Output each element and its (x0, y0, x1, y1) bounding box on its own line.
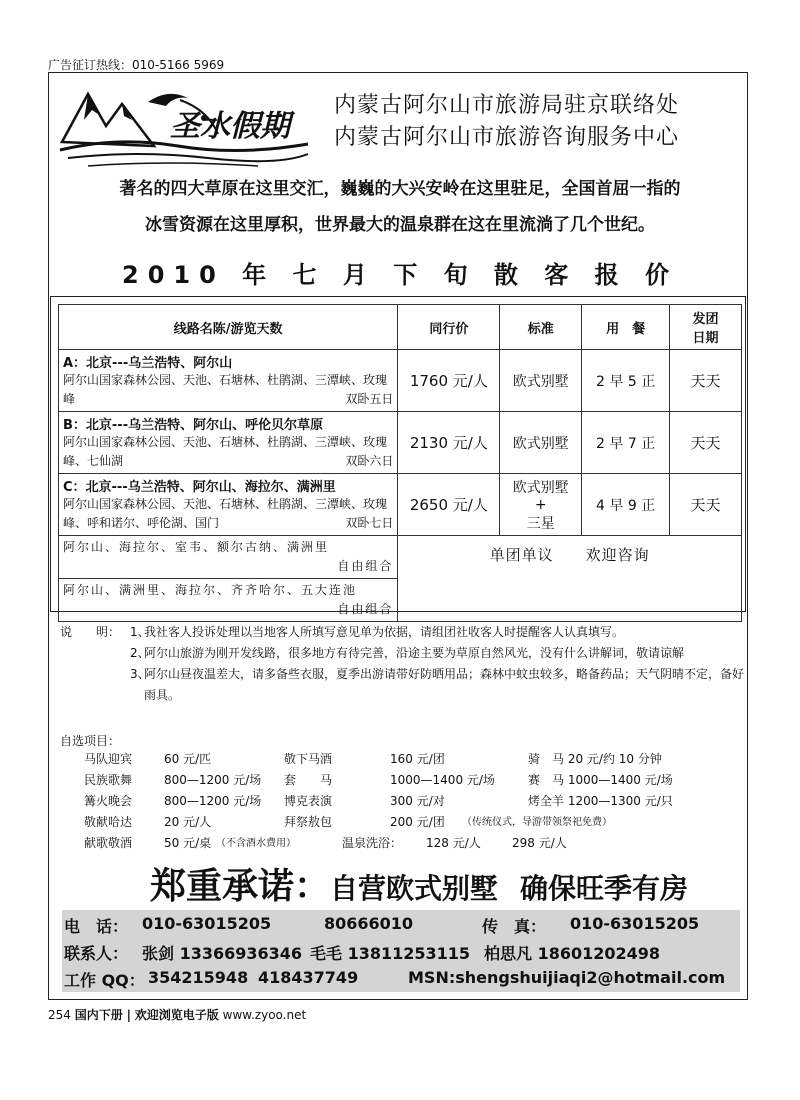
header-price: 同行价 (398, 305, 500, 350)
header-route: 线路名陈/游览天数 (59, 305, 398, 350)
notes-label: 说 明： (60, 625, 121, 639)
list-item: 民族歌舞 800—1200 元/场 套 马 1000—1400 元/场 赛 马 1000—1400 元/场 (84, 773, 673, 787)
route-name: B：北京---乌兰浩特、阿尔山、呼伦贝尔草原 (63, 418, 324, 433)
header-departure: 发团 日期 (670, 305, 742, 350)
standard-value: 欧式别墅 + 三星 (500, 474, 582, 536)
standard-value: 欧式别墅 (500, 350, 582, 412)
extras-list (84, 750, 734, 855)
ad-hotline: 广告征订热线：010-5166 5969 (48, 58, 225, 72)
header-meals: 用 餐 (582, 305, 670, 350)
price-value: 2130 元/人 (398, 412, 500, 474)
list-item: 敬献哈达 20 元/人 拜祭敖包 200 元/团 （传统仪式，导游带领祭祀免费） (84, 815, 612, 829)
route-cell (59, 412, 398, 474)
list-item: 篝火晚会 800—1200 元/场 博克表演 300 元/对 烤全羊 1200—1300 元/只 (84, 794, 673, 808)
route-detail: 阿尔山国家森林公园、天池、石塘林、杜鹃湖、三潭峡、玫瑰峰、七仙湖 双卧六日 (63, 433, 393, 471)
contact-person-row: 联系人： 张剑 13366936346 毛毛 13811253115 柏思凡 18601202498 (64, 944, 661, 963)
list-item: 马队迎宾 60 元/匹 敬下马酒 160 元/团 骑 马 20 元/约 10 分钟 (84, 752, 662, 766)
page-footer: 254 国内下册 | 欢迎浏览电子版 www.zyoo.net (48, 1008, 307, 1022)
org-name-line2: 内蒙古阿尔山市旅游咨询服务中心 (334, 125, 680, 150)
notes-section (60, 622, 750, 706)
route-duration: 双卧六日 (345, 454, 394, 468)
page-number: 254 (48, 1008, 71, 1022)
tel-number: 010-63015205 (142, 914, 272, 933)
route-detail: 阿尔山国家森林公园、天池、石塘林、杜鹃湖、三潭峡、玫瑰峰 双卧五日 (63, 371, 393, 409)
route-cell (59, 474, 398, 536)
contact-box (62, 910, 740, 992)
table-header-row (59, 305, 742, 350)
table-row (59, 536, 742, 579)
combo-cell (59, 579, 398, 622)
combo-note: 自由组合 (337, 559, 394, 573)
meals-value: 2 早 5 正 (582, 350, 670, 412)
price-value: 1760 元/人 (398, 350, 500, 412)
price-table (58, 304, 742, 622)
route-detail: 阿尔山国家森林公园、天池、石塘林、杜鹃湖、三潭峡、玫瑰峰、呼和诺尔、呼伦湖、国门 双卧七日 (63, 495, 393, 533)
meals-value: 4 早 9 正 (582, 474, 670, 536)
route-duration: 双卧五日 (345, 392, 394, 406)
tel-number: 80666010 (324, 914, 414, 933)
route-name: C：北京---乌兰浩特、阿尔山、海拉尔、满洲里 (63, 480, 336, 495)
table-row (59, 350, 742, 412)
intro-line1: 著名的四大草原在这里交汇，巍巍的大兴安岭在这里驻足，全国首屈一指的 (119, 179, 681, 199)
price-value: 2650 元/人 (398, 474, 500, 536)
route-cell (59, 350, 398, 412)
departure-value: 天天 (670, 350, 742, 412)
site-url: www.zyoo.net (222, 1008, 307, 1022)
combo-route: 阿尔山、海拉尔、室韦、额尔古纳、满洲里 (63, 540, 330, 554)
meals-value: 2 早 7 正 (582, 412, 670, 474)
contact-qq-row: 工作 QQ： 354215948 418437749 MSN:shengshuijiaqi2@hotmail.com (64, 968, 726, 990)
mountain-crane-icon (58, 80, 320, 170)
table-row (59, 412, 742, 474)
departure-value: 天天 (670, 474, 742, 536)
note-item: 2、 阿尔山旅游为刚开发线路，很多地方有待完善，沿途主要为草原自然风光，没有什么讲解词，敬请谅解 (130, 646, 685, 660)
msn-address: MSN:shengshuijiaqi2@hotmail.com (408, 968, 726, 987)
logo-text: 圣水假期 (170, 109, 290, 144)
standard-value: 欧式别墅 (500, 412, 582, 474)
fax-number: 010-63015205 (570, 914, 700, 933)
combo-cell (59, 536, 398, 579)
extras-title: 自选项目： (60, 734, 121, 748)
departure-value: 天天 (670, 412, 742, 474)
note-item: 说 明： 1、 我社客人投诉处理以当地客人所填写意见单为依据，请组团社收客人时提醒客人认真填写。 (60, 622, 750, 643)
shengshui-logo (58, 80, 320, 170)
route-name: A：北京---乌兰浩特、阿尔山 (63, 356, 233, 371)
list-item: 献歌敬酒 50 元/桌 （不含酒水费用） 温泉洗浴： 128 元/人 298 元/人 (84, 836, 567, 850)
header-standard: 标准 (500, 305, 582, 350)
combo-route: 阿尔山、满洲里、海拉尔、齐齐哈尔、五大连池 (63, 583, 358, 597)
intro-line2: 冰雪资源在这里厚积，世界最大的温泉群在这在里流淌了几个世纪。 (145, 215, 655, 235)
note-item: 3、 阿尔山昼夜温差大，请多备些衣服，夏季出游请带好防晒用品；森林中蚊虫较多，略备药品；天气阴晴不定，备好雨具。 (130, 667, 745, 702)
org-name-line1: 内蒙古阿尔山市旅游局驻京联络处 (334, 93, 680, 118)
table-row (59, 474, 742, 536)
route-duration: 双卧七日 (345, 516, 394, 530)
page-title: 2010 年 七 月 下 旬 散 客 报 价 (122, 261, 678, 289)
group-note: 单团单议 欢迎咨询 (398, 536, 742, 622)
contact-tel-row: 电 话： 010-63015205 80666010 传 真： 010-63015205 (64, 914, 700, 936)
combo-note: 自由组合 (337, 602, 394, 616)
promise-banner: 郑重承诺：自营欧式别墅 确保旺季有房 (150, 865, 689, 907)
